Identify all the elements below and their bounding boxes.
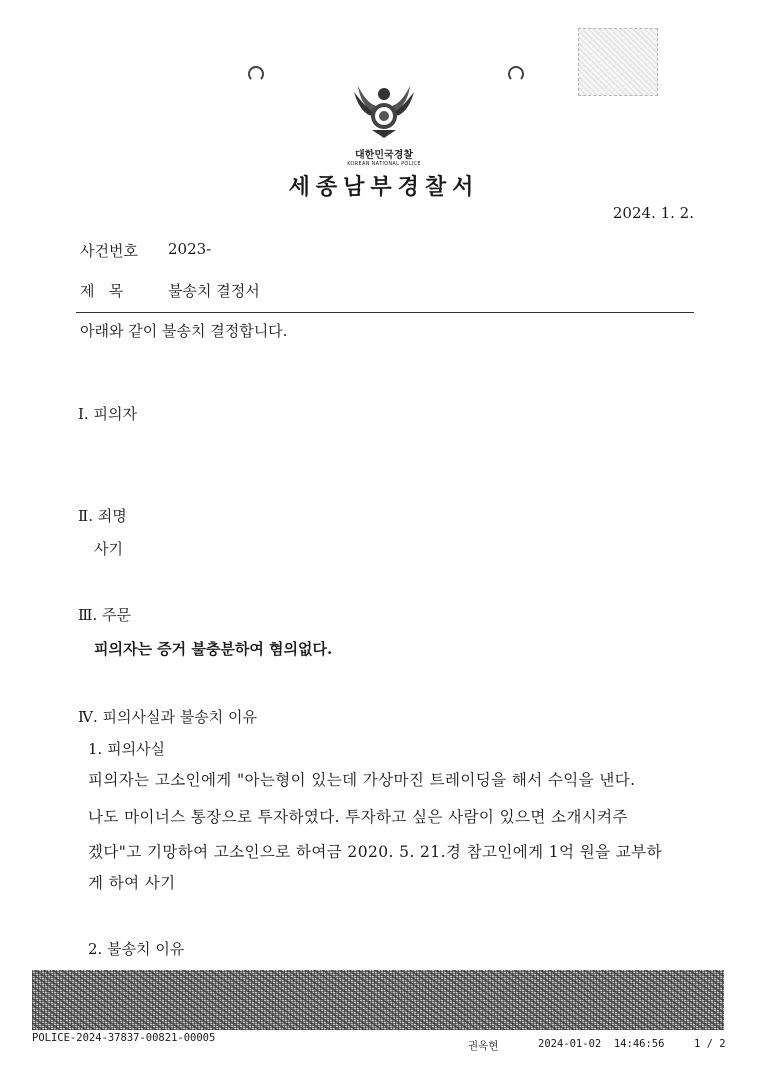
page-indicator: 1 / 2	[694, 1038, 726, 1050]
subject-label: 제 목	[80, 282, 124, 300]
header-divider	[76, 312, 694, 313]
facts-line: 피의자는 고소인에게 "아는형이 있는데 가상마진 트레이딩을 해서 수익을 낸다.	[88, 771, 636, 789]
scan-noise-band	[32, 970, 724, 1030]
facts-line: 나도 마이너스 통장으로 투자하였다. 투자하고 싶은 사람이 있으면 소개시켜주	[88, 808, 628, 826]
emblem-name-ko: 대한민국경찰	[355, 150, 413, 161]
facts-line: 겠다"고 기망하여 고소인으로 하여금 2020. 5. 21.경 참고인에게 1억 원을 교부하	[88, 843, 662, 861]
officer-name: 권옥현	[468, 1040, 499, 1052]
document-date: 2024. 1. 2.	[612, 204, 694, 222]
print-timestamp: 2024-01-02 14:46:56	[538, 1038, 665, 1050]
case-number-label: 사건번호	[80, 242, 138, 260]
case-number-value: 2023-	[168, 240, 212, 258]
facts-line: 게 하여 사기	[88, 874, 176, 892]
facts-subheading: 1. 피의사실	[88, 740, 166, 758]
charge-value: 사기	[94, 540, 123, 558]
section-suspect-heading: Ⅰ. 피의자	[78, 405, 137, 423]
document-id: POLICE-2024-37837-00821-00005	[32, 1032, 216, 1044]
punch-hole-mark	[508, 66, 524, 82]
police-emblem	[342, 82, 426, 167]
subject-value: 불송치 결정서	[168, 282, 260, 300]
order-value: 피의자는 증거 불충분하여 혐의없다.	[94, 640, 333, 658]
section-charge-heading: Ⅱ. 죄명	[78, 507, 127, 525]
section-facts-heading: Ⅳ. 피의사실과 불송치 이유	[78, 708, 257, 726]
reason-subheading: 2. 불송치 이유	[88, 940, 185, 958]
police-station-title: 세종남부경찰서	[288, 174, 480, 200]
section-order-heading: Ⅲ. 주문	[78, 606, 131, 624]
seal-stamp-box	[578, 28, 658, 96]
punch-hole-mark	[248, 66, 264, 82]
police-eagle-icon	[352, 82, 416, 140]
emblem-name-en: KOREAN NATIONAL POLICE	[347, 161, 421, 167]
intro-text: 아래와 같이 불송치 결정합니다.	[80, 322, 288, 340]
